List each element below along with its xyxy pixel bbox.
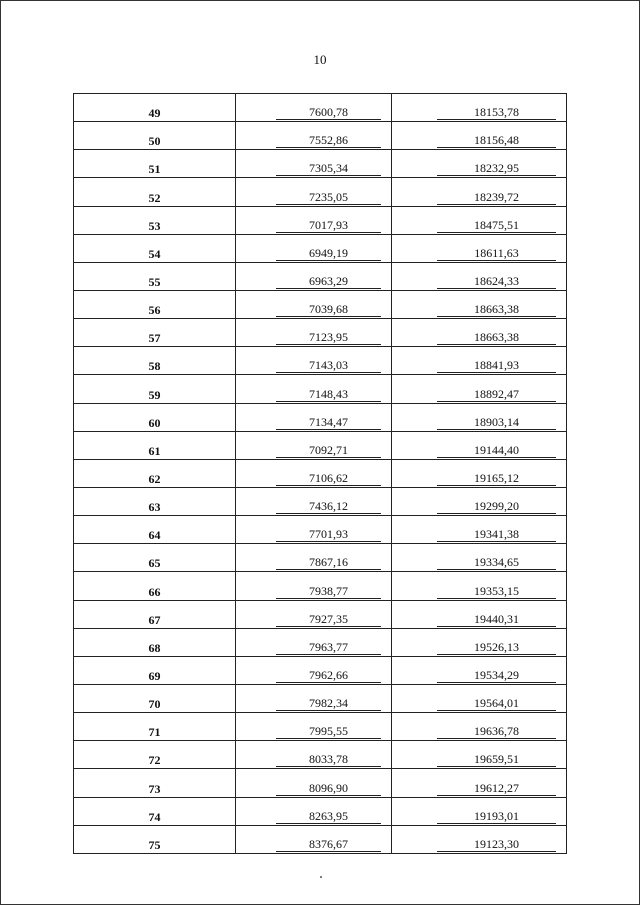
x-coordinate-cell-value: 7982,34: [276, 696, 381, 711]
x-coordinate-cell: [236, 713, 392, 741]
x-coordinate-cell-value: 7938,77: [276, 584, 381, 599]
y-coordinate-cell: [392, 150, 567, 178]
y-coordinate-cell-value: 19564,01: [437, 696, 556, 711]
y-coordinate-cell: [392, 572, 567, 600]
x-coordinate-cell-value: 6949,19: [276, 246, 381, 261]
y-coordinate-cell-value: 18903,14: [437, 415, 556, 430]
point-number-cell-value: 50: [148, 134, 161, 149]
coordinates-table: [73, 93, 567, 854]
y-coordinate-cell-value: 19612,27: [437, 781, 556, 796]
point-number-cell-value: 53: [148, 218, 161, 233]
y-coordinate-cell: [392, 797, 567, 825]
y-coordinate-cell-value: 19299,20: [437, 499, 556, 514]
point-number-cell: [74, 347, 236, 375]
x-coordinate-cell-value: 7963,77: [276, 640, 381, 655]
x-coordinate-cell-value: 8096,90: [276, 781, 381, 796]
y-coordinate-cell: [392, 178, 567, 206]
point-number-cell-value: 74: [148, 809, 161, 824]
x-coordinate-cell-value: 7134,47: [276, 415, 381, 430]
y-coordinate-cell: [392, 122, 567, 150]
point-number-cell: [74, 797, 236, 825]
point-number-cell-value: 68: [148, 640, 161, 655]
table-row: [74, 431, 567, 459]
point-number-cell: [74, 769, 236, 797]
x-coordinate-cell: [236, 572, 392, 600]
y-coordinate-cell-value: 19144,40: [437, 443, 556, 458]
y-coordinate-cell-value: 19636,78: [437, 724, 556, 739]
y-coordinate-cell: [392, 544, 567, 572]
point-number-cell: [74, 403, 236, 431]
point-number-cell: [74, 206, 236, 234]
table-row: [74, 262, 567, 290]
y-coordinate-cell: [392, 684, 567, 712]
point-number-cell: [74, 487, 236, 515]
y-coordinate-cell: [392, 741, 567, 769]
table-row: [74, 741, 567, 769]
y-coordinate-cell: [392, 290, 567, 318]
table-row: [74, 290, 567, 318]
table-row: [74, 656, 567, 684]
point-number-cell-value: 49: [148, 106, 161, 121]
y-coordinate-cell-value: 18624,33: [437, 274, 556, 289]
point-number-cell-value: 60: [148, 415, 161, 430]
y-coordinate-cell-value: 18892,47: [437, 387, 556, 402]
x-coordinate-cell-value: 8033,78: [276, 752, 381, 767]
y-coordinate-cell-value: 19526,13: [437, 640, 556, 655]
x-coordinate-cell: [236, 290, 392, 318]
x-coordinate-cell: [236, 544, 392, 572]
y-coordinate-cell-value: 19334,65: [437, 555, 556, 570]
y-coordinate-cell-value: 18239,72: [437, 190, 556, 205]
y-coordinate-cell-value: 18841,93: [437, 358, 556, 373]
point-number-cell: [74, 544, 236, 572]
x-coordinate-cell-value: 7305,34: [276, 161, 381, 176]
x-coordinate-cell: [236, 403, 392, 431]
x-coordinate-cell: [236, 262, 392, 290]
point-number-cell: [74, 375, 236, 403]
table-row: [74, 319, 567, 347]
y-coordinate-cell-value: 19440,31: [437, 612, 556, 627]
x-coordinate-cell: [236, 375, 392, 403]
y-coordinate-cell-value: 18611,63: [437, 246, 556, 261]
point-number-cell: [74, 741, 236, 769]
point-number-cell: [74, 459, 236, 487]
table-row: [74, 628, 567, 656]
point-number-cell: [74, 572, 236, 600]
y-coordinate-cell: [392, 319, 567, 347]
point-number-cell: [74, 713, 236, 741]
table-row: [74, 797, 567, 825]
y-coordinate-cell-value: 18232,95: [437, 161, 556, 176]
x-coordinate-cell-value: 7962,66: [276, 668, 381, 683]
point-number-cell: [74, 94, 236, 122]
point-number-cell: [74, 656, 236, 684]
x-coordinate-cell: [236, 178, 392, 206]
y-coordinate-cell: [392, 234, 567, 262]
table-row: [74, 713, 567, 741]
x-coordinate-cell-value: 7600,78: [276, 105, 381, 120]
footer-mark: [320, 876, 322, 878]
y-coordinate-cell-value: 19353,15: [437, 584, 556, 599]
point-number-cell: [74, 431, 236, 459]
table-row: [74, 600, 567, 628]
x-coordinate-cell: [236, 431, 392, 459]
table-row: [74, 122, 567, 150]
table-row: [74, 684, 567, 712]
point-number-cell-value: 59: [148, 387, 161, 402]
x-coordinate-cell-value: 7436,12: [276, 499, 381, 514]
y-coordinate-cell: [392, 431, 567, 459]
table-row: [74, 94, 567, 122]
point-number-cell: [74, 122, 236, 150]
x-coordinate-cell-value: 6963,29: [276, 274, 381, 289]
point-number-cell-value: 70: [148, 697, 161, 712]
point-number-cell-value: 56: [148, 303, 161, 318]
point-number-cell: [74, 290, 236, 318]
point-number-cell-value: 72: [148, 753, 161, 768]
point-number-cell-value: 64: [148, 528, 161, 543]
x-coordinate-cell: [236, 825, 392, 853]
y-coordinate-cell-value: 18156,48: [437, 133, 556, 148]
point-number-cell-value: 67: [148, 612, 161, 627]
x-coordinate-cell-value: 7017,93: [276, 218, 381, 233]
x-coordinate-cell-value: 7143,03: [276, 358, 381, 373]
x-coordinate-cell-value: 7123,95: [276, 330, 381, 345]
point-number-cell-value: 54: [148, 246, 161, 261]
y-coordinate-cell: [392, 769, 567, 797]
y-coordinate-cell: [392, 600, 567, 628]
x-coordinate-cell-value: 8263,95: [276, 809, 381, 824]
table-row: [74, 403, 567, 431]
point-number-cell-value: 61: [148, 443, 161, 458]
x-coordinate-cell: [236, 684, 392, 712]
y-coordinate-cell: [392, 459, 567, 487]
x-coordinate-cell: [236, 600, 392, 628]
point-number-cell: [74, 516, 236, 544]
point-number-cell: [74, 262, 236, 290]
x-coordinate-cell: [236, 459, 392, 487]
point-number-cell: [74, 319, 236, 347]
table-row: [74, 487, 567, 515]
point-number-cell-value: 75: [148, 837, 161, 852]
y-coordinate-cell: [392, 825, 567, 853]
x-coordinate-cell: [236, 234, 392, 262]
x-coordinate-cell-value: 7106,62: [276, 471, 381, 486]
x-coordinate-cell-value: 7927,35: [276, 612, 381, 627]
point-number-cell-value: 57: [148, 331, 161, 346]
x-coordinate-cell: [236, 656, 392, 684]
point-number-cell-value: 58: [148, 359, 161, 374]
point-number-cell-value: 65: [148, 556, 161, 571]
y-coordinate-cell: [392, 347, 567, 375]
point-number-cell-value: 55: [148, 274, 161, 289]
point-number-cell: [74, 628, 236, 656]
y-coordinate-cell-value: 19534,29: [437, 668, 556, 683]
point-number-cell-value: 63: [148, 500, 161, 515]
table-row: [74, 234, 567, 262]
y-coordinate-cell: [392, 516, 567, 544]
x-coordinate-cell-value: 7235,05: [276, 190, 381, 205]
y-coordinate-cell: [392, 487, 567, 515]
point-number-cell: [74, 150, 236, 178]
x-coordinate-cell-value: 7092,71: [276, 443, 381, 458]
table-row: [74, 516, 567, 544]
x-coordinate-cell: [236, 150, 392, 178]
page-number: 10: [313, 52, 327, 67]
x-coordinate-cell: [236, 319, 392, 347]
y-coordinate-cell-value: 19193,01: [437, 809, 556, 824]
x-coordinate-cell-value: 7039,68: [276, 302, 381, 317]
x-coordinate-cell-value: 7552,86: [276, 133, 381, 148]
table-row: [74, 375, 567, 403]
x-coordinate-cell: [236, 487, 392, 515]
x-coordinate-cell-value: 7867,16: [276, 555, 381, 570]
y-coordinate-cell-value: 19659,51: [437, 752, 556, 767]
point-number-cell-value: 52: [148, 190, 161, 205]
point-number-cell-value: 69: [148, 668, 161, 683]
y-coordinate-cell: [392, 262, 567, 290]
table-row: [74, 825, 567, 853]
table-row: [74, 769, 567, 797]
table-row: [74, 459, 567, 487]
x-coordinate-cell: [236, 206, 392, 234]
x-coordinate-cell: [236, 797, 392, 825]
y-coordinate-cell: [392, 628, 567, 656]
y-coordinate-cell-value: 19341,38: [437, 527, 556, 542]
point-number-cell: [74, 234, 236, 262]
table-row: [74, 544, 567, 572]
y-coordinate-cell-value: 18475,51: [437, 218, 556, 233]
point-number-cell: [74, 178, 236, 206]
y-coordinate-cell: [392, 206, 567, 234]
table-row: [74, 178, 567, 206]
y-coordinate-cell-value: 18663,38: [437, 302, 556, 317]
x-coordinate-cell: [236, 628, 392, 656]
table-row: [74, 347, 567, 375]
point-number-cell-value: 62: [148, 471, 161, 486]
point-number-cell: [74, 684, 236, 712]
x-coordinate-cell-value: 7148,43: [276, 387, 381, 402]
x-coordinate-cell-value: 7701,93: [276, 527, 381, 542]
table-row: [74, 572, 567, 600]
table-row: [74, 206, 567, 234]
coordinates-table-body: [74, 94, 567, 854]
y-coordinate-cell: [392, 713, 567, 741]
x-coordinate-cell: [236, 94, 392, 122]
y-coordinate-cell-value: 19123,30: [437, 837, 556, 852]
y-coordinate-cell-value: 18663,38: [437, 330, 556, 345]
point-number-cell: [74, 825, 236, 853]
x-coordinate-cell: [236, 741, 392, 769]
y-coordinate-cell: [392, 94, 567, 122]
table-row: [74, 150, 567, 178]
y-coordinate-cell: [392, 403, 567, 431]
y-coordinate-cell: [392, 656, 567, 684]
y-coordinate-cell: [392, 375, 567, 403]
x-coordinate-cell-value: 8376,67: [276, 837, 381, 852]
point-number-cell-value: 73: [148, 781, 161, 796]
point-number-cell-value: 71: [148, 725, 161, 740]
point-number-cell-value: 66: [148, 584, 161, 599]
x-coordinate-cell: [236, 769, 392, 797]
y-coordinate-cell-value: 18153,78: [437, 105, 556, 120]
point-number-cell: [74, 600, 236, 628]
x-coordinate-cell: [236, 122, 392, 150]
x-coordinate-cell: [236, 347, 392, 375]
x-coordinate-cell-value: 7995,55: [276, 724, 381, 739]
y-coordinate-cell-value: 19165,12: [437, 471, 556, 486]
point-number-cell-value: 51: [148, 162, 161, 177]
x-coordinate-cell: [236, 516, 392, 544]
